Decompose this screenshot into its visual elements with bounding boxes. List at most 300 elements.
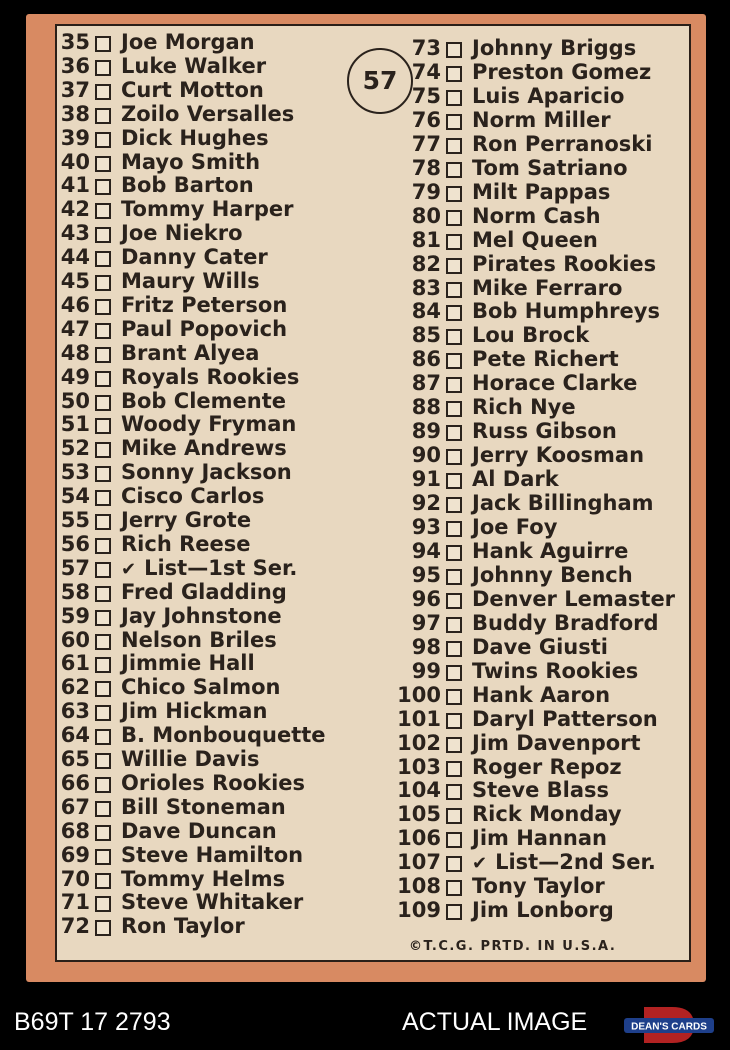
card-number: 63 bbox=[60, 699, 90, 724]
card-number: 67 bbox=[60, 794, 90, 819]
player-name: Chico Salmon bbox=[121, 675, 281, 700]
checklist-row bbox=[59, 317, 287, 341]
player-name: Tommy Harper bbox=[121, 197, 294, 222]
checklist-row bbox=[59, 651, 255, 675]
checklist-row bbox=[59, 126, 269, 150]
player-name: Jim Hickman bbox=[121, 699, 268, 724]
checklist-row bbox=[59, 389, 286, 413]
card-number: 90 bbox=[411, 443, 441, 468]
checkbox bbox=[95, 466, 111, 482]
checkbox bbox=[446, 665, 462, 681]
card-number: 53 bbox=[60, 460, 90, 485]
card-number: 37 bbox=[60, 77, 90, 102]
card-number: 66 bbox=[60, 770, 90, 795]
checklist-row bbox=[397, 108, 611, 132]
player-name: Norm Miller bbox=[472, 107, 611, 132]
card-number: 88 bbox=[411, 395, 441, 420]
player-name: Zoilo Versalles bbox=[121, 101, 295, 126]
player-name: Rich Nye bbox=[472, 395, 576, 420]
checkbox bbox=[446, 713, 462, 729]
player-name: Norm Cash bbox=[472, 203, 601, 228]
player-name: Danny Cater bbox=[121, 245, 268, 270]
checkbox bbox=[446, 689, 462, 705]
checklist-row bbox=[59, 675, 281, 699]
card-number: 97 bbox=[411, 610, 441, 635]
checkbox bbox=[446, 880, 462, 896]
checkbox bbox=[95, 156, 111, 172]
player-name: Curt Motton bbox=[121, 77, 264, 102]
player-name: Tom Satriano bbox=[472, 155, 628, 180]
card-number: 84 bbox=[411, 299, 441, 324]
player-name: Steve Hamilton bbox=[121, 842, 304, 867]
checkbox bbox=[95, 60, 111, 76]
player-name: Mel Queen bbox=[472, 227, 598, 252]
player-name: List—2nd Ser. bbox=[495, 850, 656, 875]
checkbox bbox=[95, 323, 111, 339]
player-name: Sonny Jackson bbox=[121, 460, 292, 485]
player-name: Jerry Koosman bbox=[472, 443, 645, 468]
checklist-row bbox=[397, 180, 610, 204]
checkbox bbox=[95, 777, 111, 793]
player-name: Milt Pappas bbox=[472, 179, 611, 204]
checkbox bbox=[95, 132, 111, 148]
checklist-row bbox=[59, 890, 303, 914]
checklist-row bbox=[397, 707, 658, 731]
checklist-row bbox=[397, 347, 619, 371]
card-number: 109 bbox=[397, 898, 441, 923]
checkbox bbox=[95, 681, 111, 697]
player-name: Mike Andrews bbox=[121, 436, 287, 461]
checkbox bbox=[95, 825, 111, 841]
player-name: Steve Whitaker bbox=[121, 890, 304, 915]
checklist-card bbox=[26, 14, 706, 982]
card-number: 71 bbox=[60, 890, 90, 915]
checkbox bbox=[95, 275, 111, 291]
checkbox bbox=[95, 418, 111, 434]
checklist-row bbox=[397, 635, 608, 659]
checkbox bbox=[95, 490, 111, 506]
checklist-row bbox=[59, 628, 277, 652]
checklist-row bbox=[397, 491, 654, 515]
card-number: 108 bbox=[397, 874, 441, 899]
checkbox bbox=[446, 258, 462, 274]
checkbox bbox=[95, 251, 111, 267]
checkmark-icon: ✔ bbox=[472, 853, 488, 875]
checkbox bbox=[95, 203, 111, 219]
checkbox bbox=[95, 227, 111, 243]
player-name: B. Monbouquette bbox=[121, 723, 326, 748]
checkbox bbox=[95, 371, 111, 387]
player-name: Daryl Patterson bbox=[472, 706, 658, 731]
checkbox bbox=[446, 761, 462, 777]
player-name: Mike Ferraro bbox=[472, 275, 623, 300]
card-number: 101 bbox=[397, 706, 441, 731]
player-name: Willie Davis bbox=[121, 747, 260, 771]
player-name: Rich Reese bbox=[121, 531, 251, 556]
checkbox bbox=[446, 90, 462, 106]
card-number: 35 bbox=[60, 30, 90, 54]
player-name: Dick Hughes bbox=[121, 125, 269, 150]
card-number: 77 bbox=[411, 131, 441, 156]
player-name: Dave Giusti bbox=[472, 634, 608, 659]
player-name: Tony Taylor bbox=[472, 874, 605, 899]
checkbox bbox=[95, 395, 111, 411]
card-number: 38 bbox=[60, 101, 90, 126]
checklist-row bbox=[397, 563, 633, 587]
checkbox bbox=[446, 329, 462, 345]
player-name: Pirates Rookies bbox=[472, 251, 657, 276]
checkbox bbox=[95, 753, 111, 769]
player-name: Hank Aguirre bbox=[472, 538, 629, 563]
checklist-row bbox=[397, 395, 576, 419]
card-number: 86 bbox=[411, 347, 441, 372]
checkbox bbox=[446, 856, 462, 872]
checklist-row bbox=[59, 150, 260, 174]
player-name: Fritz Peterson bbox=[121, 292, 288, 317]
checkbox bbox=[95, 610, 111, 626]
checkbox bbox=[95, 84, 111, 100]
card-number: 80 bbox=[411, 203, 441, 228]
checklist-row bbox=[59, 78, 264, 102]
checklist-row bbox=[59, 484, 264, 508]
player-name: Roger Repoz bbox=[472, 754, 622, 779]
checkbox bbox=[446, 737, 462, 753]
checklist-row bbox=[59, 843, 303, 867]
checklist-row bbox=[59, 102, 294, 126]
player-name: Steve Blass bbox=[472, 778, 610, 803]
printer-credit: ©T.C.G. PRTD. IN U.S.A. bbox=[409, 939, 617, 954]
checklist-row bbox=[397, 755, 622, 779]
card-number: 83 bbox=[411, 275, 441, 300]
card-number: 49 bbox=[60, 364, 90, 389]
checkbox bbox=[446, 569, 462, 585]
player-name: Pete Richert bbox=[472, 347, 619, 372]
checkbox bbox=[95, 538, 111, 554]
checklist-row bbox=[397, 731, 641, 755]
checklist-row bbox=[59, 412, 296, 436]
card-number: 70 bbox=[60, 866, 90, 891]
checkbox bbox=[446, 808, 462, 824]
card-number: 107 bbox=[397, 850, 441, 875]
checkbox bbox=[95, 562, 111, 578]
checkbox bbox=[95, 586, 111, 602]
checkbox bbox=[95, 108, 111, 124]
checklist-row bbox=[59, 245, 268, 269]
checkbox bbox=[446, 66, 462, 82]
player-name: Hank Aaron bbox=[472, 682, 611, 707]
player-name: Maury Wills bbox=[121, 269, 260, 293]
card-number: 92 bbox=[411, 491, 441, 516]
checklist-row bbox=[397, 611, 659, 635]
checklist-row bbox=[397, 419, 617, 443]
logo-text: DEAN'S CARDS bbox=[631, 1021, 707, 1033]
checkbox bbox=[95, 299, 111, 315]
checkbox bbox=[446, 282, 462, 298]
player-name: Jay Johnstone bbox=[121, 603, 282, 628]
player-name: Jim Hannan bbox=[472, 826, 607, 851]
card-number: 69 bbox=[60, 842, 90, 867]
player-name: Bob Humphreys bbox=[472, 299, 660, 324]
player-name: Bob Barton bbox=[121, 173, 254, 198]
checklist-row bbox=[59, 867, 285, 891]
checkbox bbox=[446, 449, 462, 465]
player-name: Orioles Rookies bbox=[121, 770, 306, 795]
card-number: 46 bbox=[60, 292, 90, 317]
card-number: 47 bbox=[60, 316, 90, 341]
card-number: 82 bbox=[411, 251, 441, 276]
checkbox bbox=[446, 353, 462, 369]
card-number: 42 bbox=[60, 197, 90, 222]
card-number: 57 bbox=[60, 555, 90, 580]
checklist-row bbox=[397, 132, 652, 156]
player-name: Royals Rookies bbox=[121, 364, 300, 389]
player-name: Horace Clarke bbox=[472, 371, 638, 396]
card-number: 74 bbox=[411, 59, 441, 84]
checklist-row bbox=[397, 539, 628, 563]
checklist-row bbox=[397, 371, 637, 395]
card-number: 78 bbox=[411, 155, 441, 180]
checklist-row bbox=[397, 323, 589, 347]
checklist-row bbox=[59, 30, 255, 54]
checkbox bbox=[95, 705, 111, 721]
checklist-row bbox=[397, 587, 675, 611]
player-name: Jim Lonborg bbox=[472, 898, 614, 923]
card-number: 104 bbox=[397, 778, 441, 803]
checkbox bbox=[95, 896, 111, 912]
player-name: Al Dark bbox=[472, 467, 559, 492]
card-number: 91 bbox=[411, 467, 441, 492]
checklist-row bbox=[397, 299, 660, 323]
card-number: 43 bbox=[60, 221, 90, 246]
checklist-row bbox=[397, 156, 628, 180]
player-name: Ron Taylor bbox=[121, 914, 245, 939]
player-name: Paul Popovich bbox=[121, 316, 288, 341]
player-name: Cisco Carlos bbox=[121, 484, 265, 509]
checklist-row bbox=[59, 269, 260, 293]
player-name: Rick Monday bbox=[472, 802, 622, 827]
card-number: 65 bbox=[60, 747, 90, 771]
checklist-row bbox=[59, 580, 287, 604]
card-number: 52 bbox=[60, 436, 90, 461]
checklist-row bbox=[397, 467, 559, 491]
card-number: 41 bbox=[60, 173, 90, 198]
checkbox bbox=[446, 234, 462, 250]
card-number: 60 bbox=[60, 627, 90, 652]
checklist-row bbox=[397, 898, 614, 922]
checkbox bbox=[95, 849, 111, 865]
card-number: 102 bbox=[397, 730, 441, 755]
card-number: 40 bbox=[60, 149, 90, 174]
checklist-row bbox=[59, 436, 287, 460]
checkbox bbox=[446, 641, 462, 657]
actual-image-caption: ACTUAL IMAGE bbox=[402, 1008, 588, 1036]
player-name: Fred Gladding bbox=[121, 579, 287, 604]
player-name: Buddy Bradford bbox=[472, 610, 659, 635]
card-number-badge: 57 bbox=[347, 48, 413, 114]
checklist-row bbox=[59, 604, 282, 628]
checkbox bbox=[95, 514, 111, 530]
player-name: Jerry Grote bbox=[121, 508, 252, 532]
checkbox bbox=[446, 593, 462, 609]
deans-cards-logo bbox=[622, 1005, 716, 1045]
card-number: 61 bbox=[60, 651, 90, 676]
checklist-row bbox=[59, 795, 286, 819]
player-name: Dave Duncan bbox=[121, 818, 277, 843]
checkbox bbox=[446, 305, 462, 321]
player-name: Joe Morgan bbox=[121, 30, 255, 54]
card-number: 50 bbox=[60, 388, 90, 413]
checkbox bbox=[446, 186, 462, 202]
card-number: 58 bbox=[60, 579, 90, 604]
checkbox bbox=[446, 473, 462, 489]
player-name: Bill Stoneman bbox=[121, 794, 286, 819]
checklist-row bbox=[59, 747, 260, 771]
checkbox bbox=[446, 904, 462, 920]
card-number: 44 bbox=[60, 245, 90, 270]
checkbox bbox=[95, 920, 111, 936]
checkmark-icon: ✔ bbox=[121, 558, 137, 580]
player-name: Jim Davenport bbox=[472, 730, 641, 755]
card-number: 55 bbox=[60, 508, 90, 532]
card-number: 73 bbox=[411, 36, 441, 60]
checklist-row bbox=[59, 771, 305, 795]
checklist-row bbox=[397, 515, 557, 539]
checklist-row bbox=[59, 197, 293, 221]
card-number: 75 bbox=[411, 83, 441, 108]
card-number: 51 bbox=[60, 412, 90, 437]
checklist-row bbox=[59, 914, 245, 938]
checkbox bbox=[446, 162, 462, 178]
player-name: Luis Aparicio bbox=[472, 83, 625, 108]
card-number: 98 bbox=[411, 634, 441, 659]
checkbox bbox=[446, 138, 462, 154]
player-name: Johnny Bench bbox=[472, 562, 633, 587]
checklist-row bbox=[397, 683, 610, 707]
card-number: 103 bbox=[397, 754, 441, 779]
checklist-row bbox=[397, 443, 644, 467]
card-number: 85 bbox=[411, 323, 441, 348]
checkbox bbox=[95, 873, 111, 889]
card-number: 64 bbox=[60, 723, 90, 748]
checkbox bbox=[446, 210, 462, 226]
card-number: 89 bbox=[411, 419, 441, 444]
checklist-row bbox=[59, 341, 259, 365]
checklist-row bbox=[59, 556, 297, 580]
checkbox bbox=[446, 401, 462, 417]
checkbox bbox=[446, 832, 462, 848]
card-number: 87 bbox=[411, 371, 441, 396]
player-name: Preston Gomez bbox=[472, 59, 652, 84]
player-name: Ron Perranoski bbox=[472, 131, 653, 156]
card-number: 62 bbox=[60, 675, 90, 700]
checklist-row bbox=[397, 252, 656, 276]
checklist-row bbox=[59, 723, 326, 747]
player-name: Lou Brock bbox=[472, 323, 590, 348]
card-number: 45 bbox=[60, 269, 90, 293]
checkbox bbox=[95, 347, 111, 363]
card-number: 100 bbox=[397, 682, 441, 707]
player-name: Russ Gibson bbox=[472, 419, 617, 444]
checklist-row bbox=[397, 36, 636, 60]
player-name: List—1st Ser. bbox=[144, 555, 298, 580]
player-name: Johnny Briggs bbox=[472, 36, 637, 60]
card-number: 48 bbox=[60, 340, 90, 365]
checklist-row bbox=[59, 508, 251, 532]
card-number: 99 bbox=[411, 658, 441, 683]
checkbox bbox=[446, 784, 462, 800]
checklist-panel bbox=[55, 24, 691, 962]
checkbox bbox=[446, 545, 462, 561]
player-name: Luke Walker bbox=[121, 53, 267, 78]
player-name: Joe Foy bbox=[472, 515, 558, 539]
checkbox bbox=[446, 114, 462, 130]
checkbox bbox=[446, 617, 462, 633]
checkbox bbox=[95, 442, 111, 458]
card-number: 39 bbox=[60, 125, 90, 150]
checkbox bbox=[95, 657, 111, 673]
card-number: 95 bbox=[411, 562, 441, 587]
checklist-row bbox=[59, 699, 267, 723]
checkbox bbox=[446, 42, 462, 58]
checklist-row bbox=[59, 221, 243, 245]
checkbox bbox=[446, 425, 462, 441]
player-name: Twins Rookies bbox=[472, 658, 639, 683]
checkbox bbox=[95, 634, 111, 650]
card-number: 79 bbox=[411, 179, 441, 204]
player-name: Bob Clemente bbox=[121, 388, 286, 413]
player-name: Jack Billingham bbox=[472, 491, 654, 516]
player-name: Nelson Briles bbox=[121, 627, 277, 652]
checklist-row bbox=[397, 778, 609, 802]
checklist-row bbox=[59, 173, 254, 197]
checklist-row bbox=[397, 84, 624, 108]
checkbox bbox=[95, 36, 111, 52]
card-number: 54 bbox=[60, 484, 90, 509]
checklist-row bbox=[397, 228, 598, 252]
checklist-row bbox=[59, 532, 250, 556]
card-number: 81 bbox=[411, 227, 441, 252]
player-name: Jimmie Hall bbox=[121, 651, 255, 676]
card-number: 106 bbox=[397, 826, 441, 851]
checklist-row bbox=[397, 850, 656, 874]
player-name: Woody Fryman bbox=[121, 412, 297, 437]
player-name: Brant Alyea bbox=[121, 340, 260, 365]
player-name: Joe Niekro bbox=[121, 221, 243, 246]
checklist-row bbox=[397, 826, 607, 850]
card-number: 76 bbox=[411, 107, 441, 132]
player-name: Tommy Helms bbox=[121, 866, 286, 891]
card-number: 94 bbox=[411, 538, 441, 563]
checkbox bbox=[446, 377, 462, 393]
card-number: 105 bbox=[397, 802, 441, 827]
checklist-row bbox=[59, 819, 277, 843]
card-number: 56 bbox=[60, 531, 90, 556]
card-number: 36 bbox=[60, 53, 90, 78]
checklist-row bbox=[397, 874, 605, 898]
checklist-row bbox=[397, 60, 651, 84]
checklist-row bbox=[397, 659, 638, 683]
card-id-caption: B69T 17 2793 bbox=[14, 1008, 171, 1036]
checkbox bbox=[446, 521, 462, 537]
checkbox bbox=[95, 179, 111, 195]
checklist-row bbox=[59, 365, 299, 389]
checkbox bbox=[446, 497, 462, 513]
card-number: 96 bbox=[411, 586, 441, 611]
player-name: Denver Lemaster bbox=[472, 586, 676, 611]
checkbox bbox=[95, 801, 111, 817]
checklist-row bbox=[59, 54, 266, 78]
checklist-row bbox=[397, 802, 622, 826]
